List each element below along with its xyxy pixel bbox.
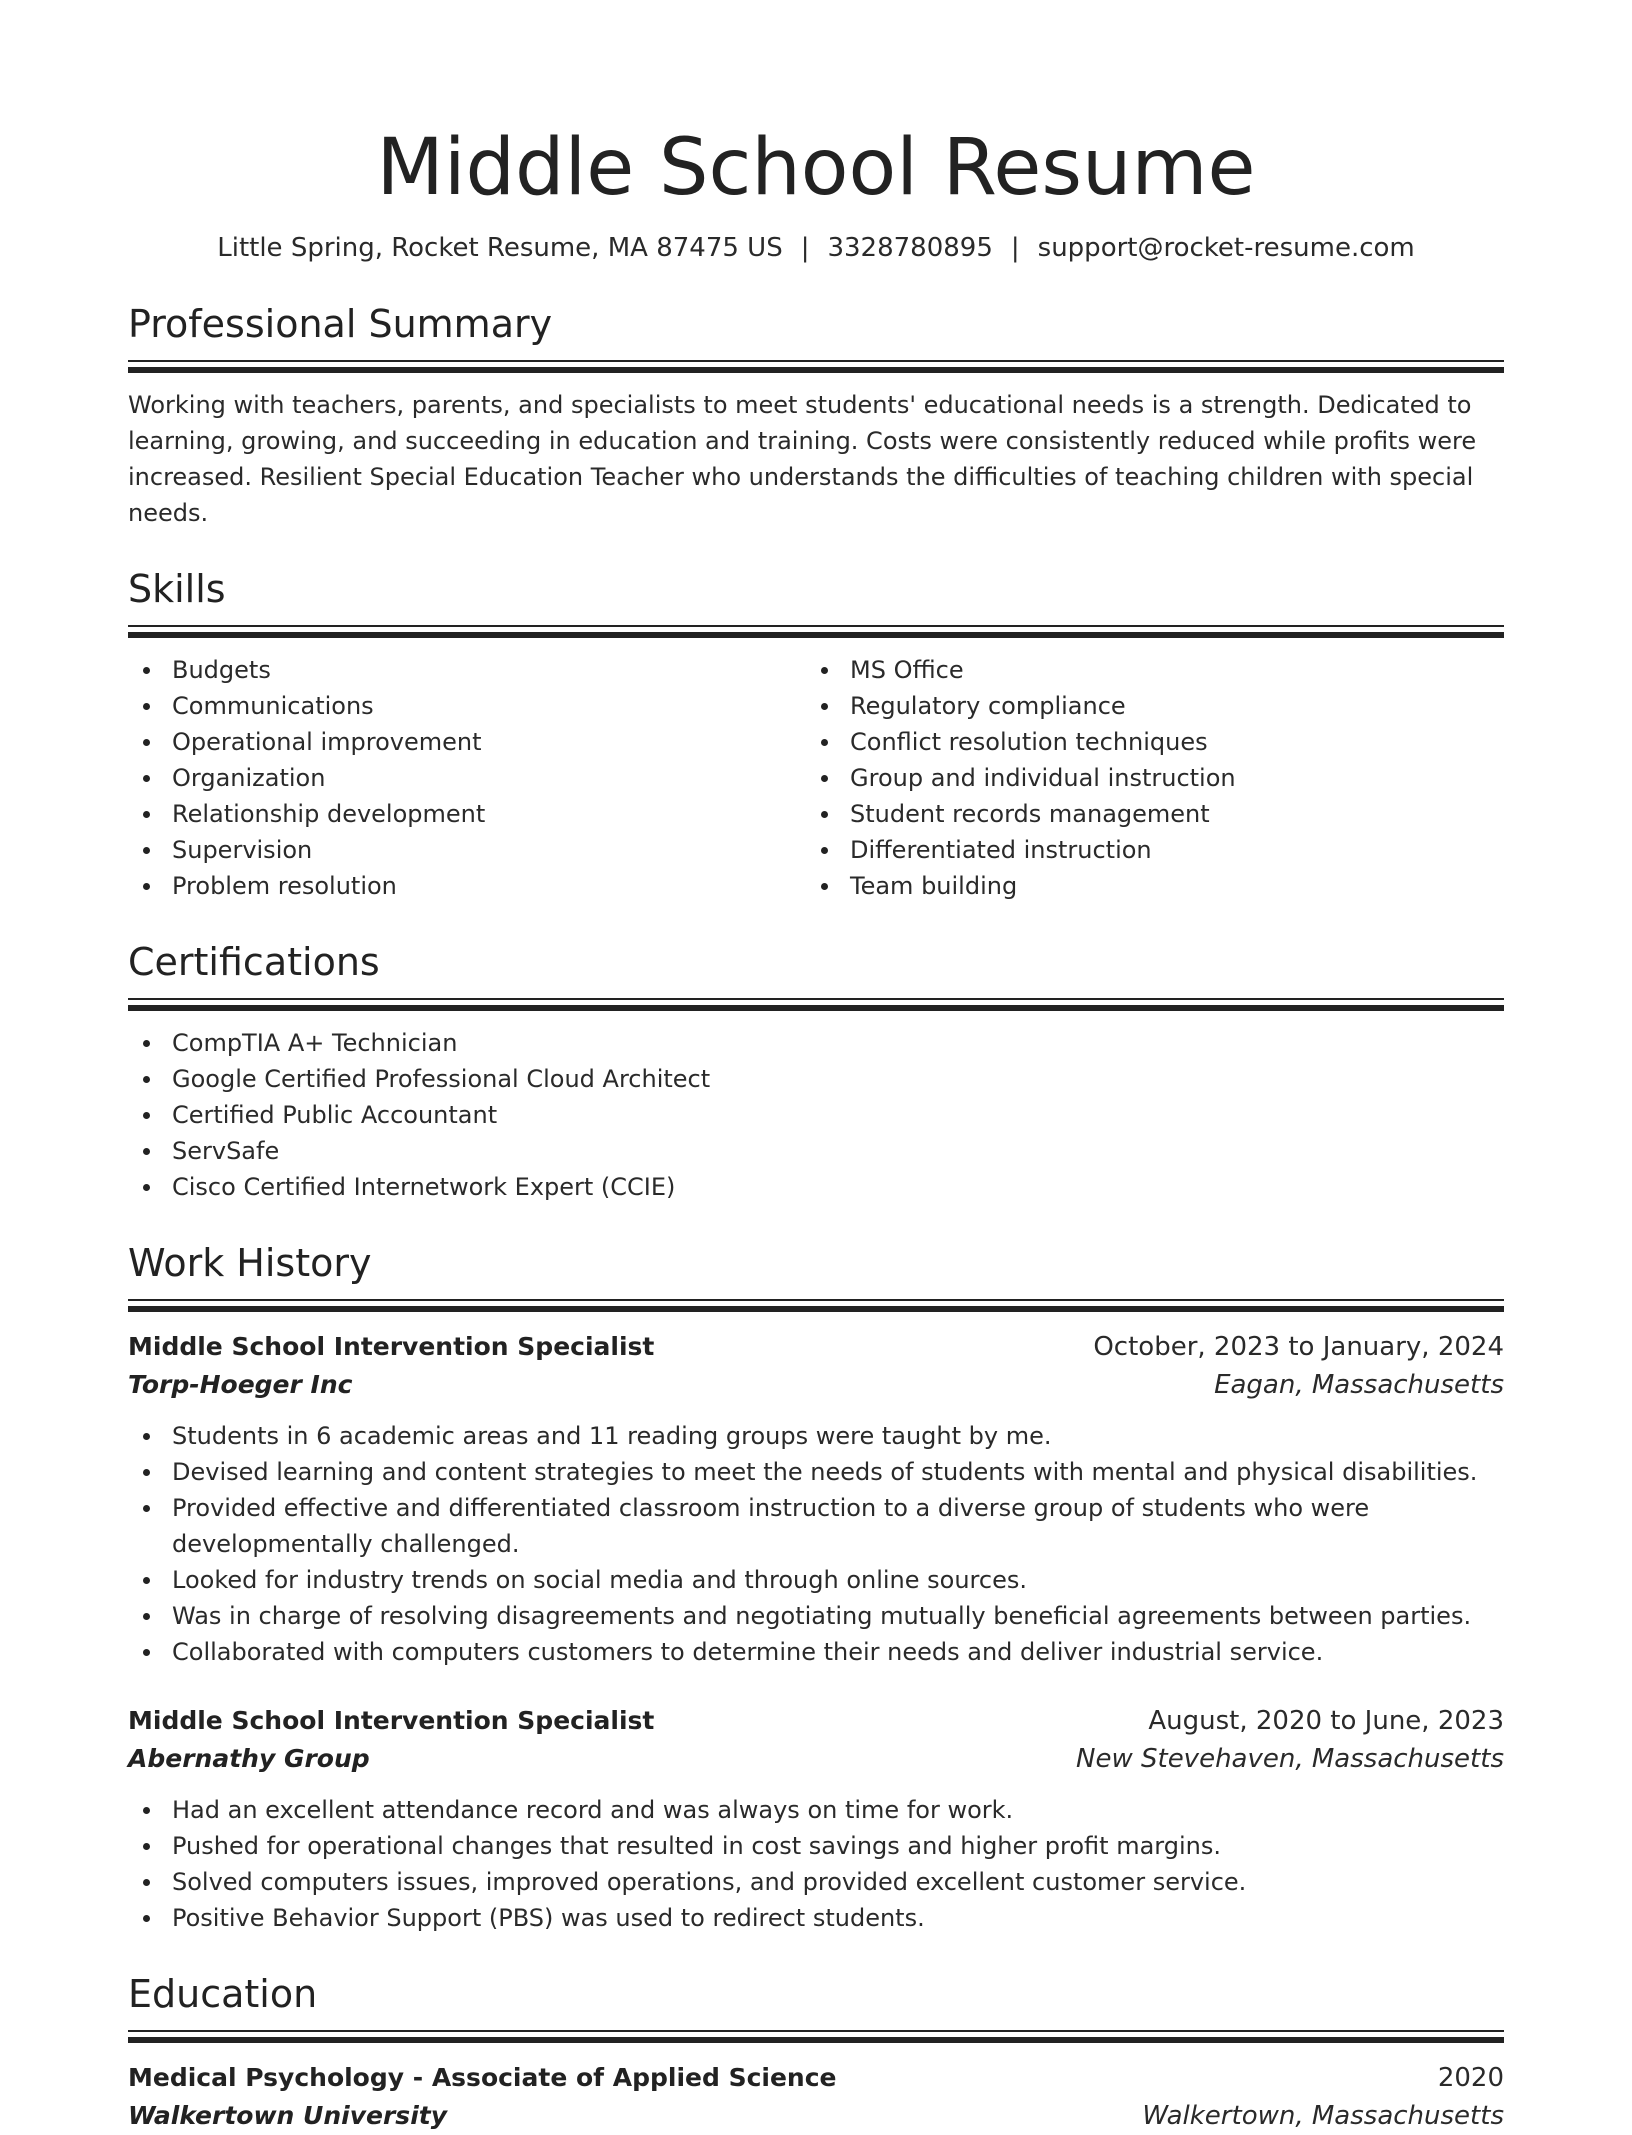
job-title: Middle School Intervention Specialist [128, 1332, 655, 1361]
education-degree: Medical Psychology - Associate of Applied Science [128, 2063, 837, 2092]
skills-right-list [806, 652, 1484, 904]
skill-item: Supervision [128, 832, 806, 868]
education-school-row [128, 2097, 1504, 2135]
contact-email[interactable]: support@rocket-resume.com [1037, 233, 1415, 263]
job-header-row [128, 1702, 1504, 1740]
job-location: New Stevehaven, Massachusetts [1076, 1744, 1504, 1774]
section-divider [128, 998, 1504, 1011]
skill-item: Regulatory compliance [806, 688, 1484, 724]
skill-item: Relationship development [128, 796, 806, 832]
job-title: Middle School Intervention Specialist [128, 1706, 655, 1735]
work-history-section [128, 1239, 1504, 1936]
summary-heading: Professional Summary [128, 302, 553, 346]
skill-item: Differentiated instruction [806, 832, 1484, 868]
summary-text: Working with teachers, parents, and specialists to meet students' educational needs is a strength. Dedicated to learning, growing, and succeeding in education and training. Costs were consistently reduced while profits were increased. Resilient Special Education Teacher who understands the difficulties of teaching children with special needs. [128, 391, 1477, 527]
skill-item: Student records management [806, 796, 1484, 832]
contact-address: Little Spring, Rocket Resume, MA 87475 US [217, 233, 783, 263]
certifications-heading: Certifications [128, 940, 380, 984]
skill-item: Group and individual instruction [806, 760, 1484, 796]
job-company-row [128, 1740, 1504, 1778]
skill-item: Communications [128, 688, 806, 724]
skill-item: Budgets [128, 652, 806, 688]
education-entry [128, 2059, 1504, 2135]
certification-item: ServSafe [128, 1133, 1504, 1169]
certifications-list [128, 1025, 1504, 1205]
contact-phone: 3328780895 [827, 233, 993, 263]
job-duty-item: Provided effective and differentiated classroom instruction to a diverse group of students who were developmentally challenged. [128, 1490, 1504, 1562]
job-location: Eagan, Massachusetts [1214, 1370, 1504, 1400]
job-entry [128, 1702, 1504, 1936]
skill-item: Problem resolution [128, 868, 806, 904]
section-divider [128, 625, 1504, 638]
skill-item: MS Office [806, 652, 1484, 688]
section-divider [128, 2030, 1504, 2043]
job-duty-item: Solved computers issues, improved operations, and provided excellent customer service. [128, 1864, 1504, 1900]
skill-item: Team building [806, 868, 1484, 904]
skills-left-list [128, 652, 806, 904]
education-school: Walkertown University [128, 2101, 448, 2130]
job-dates: August, 2020 to June, 2023 [1148, 1706, 1504, 1736]
job-company: Abernathy Group [128, 1744, 370, 1773]
skills-grid [128, 652, 1504, 904]
job-duties-list [128, 1792, 1504, 1936]
certification-item: CompTIA A+ Technician [128, 1025, 1504, 1061]
job-duties-list [128, 1418, 1504, 1670]
contact-separator: | [800, 233, 810, 263]
education-year: 2020 [1437, 2063, 1504, 2093]
resume-page [128, 118, 1504, 2135]
job-dates: October, 2023 to January, 2024 [1093, 1332, 1504, 1362]
job-company-row [128, 1366, 1504, 1404]
job-duty-item: Pushed for operational changes that resulted in cost savings and higher profit margins. [128, 1828, 1504, 1864]
certification-item: Cisco Certified Internetwork Expert (CCIE) [128, 1169, 1504, 1205]
skill-item: Organization [128, 760, 806, 796]
education-location: Walkertown, Massachusetts [1142, 2101, 1504, 2131]
resume-title: Middle School Resume [376, 123, 1256, 213]
skill-item: Operational improvement [128, 724, 806, 760]
education-heading: Education [128, 1972, 318, 2016]
job-duty-item: Devised learning and content strategies to meet the needs of students with mental and physical disabilities. [128, 1454, 1504, 1490]
job-header-row [128, 1328, 1504, 1366]
job-duty-item: Looked for industry trends on social media and through online sources. [128, 1562, 1504, 1598]
work-history-heading: Work History [128, 1241, 372, 1285]
job-company: Torp-Hoeger Inc [128, 1370, 353, 1399]
certifications-section [128, 938, 1504, 1205]
summary-section [128, 300, 1504, 531]
contact-line [128, 230, 1504, 266]
skills-section [128, 565, 1504, 904]
certification-item: Certified Public Accountant [128, 1097, 1504, 1133]
education-header-row [128, 2059, 1504, 2097]
job-duty-item: Was in charge of resolving disagreements and negotiating mutually beneficial agreements between parties. [128, 1598, 1504, 1634]
certification-item: Google Certified Professional Cloud Architect [128, 1061, 1504, 1097]
job-entry [128, 1328, 1504, 1670]
section-divider [128, 360, 1504, 373]
job-duty-item: Collaborated with computers customers to determine their needs and deliver industrial service. [128, 1634, 1504, 1670]
job-duty-item: Had an excellent attendance record and was always on time for work. [128, 1792, 1504, 1828]
job-duty-item: Positive Behavior Support (PBS) was used to redirect students. [128, 1900, 1504, 1936]
section-divider [128, 1299, 1504, 1312]
contact-separator: | [1010, 233, 1020, 263]
education-section [128, 1970, 1504, 2135]
skill-item: Conflict resolution techniques [806, 724, 1484, 760]
skills-heading: Skills [128, 567, 226, 611]
job-duty-item: Students in 6 academic areas and 11 reading groups were taught by me. [128, 1418, 1504, 1454]
